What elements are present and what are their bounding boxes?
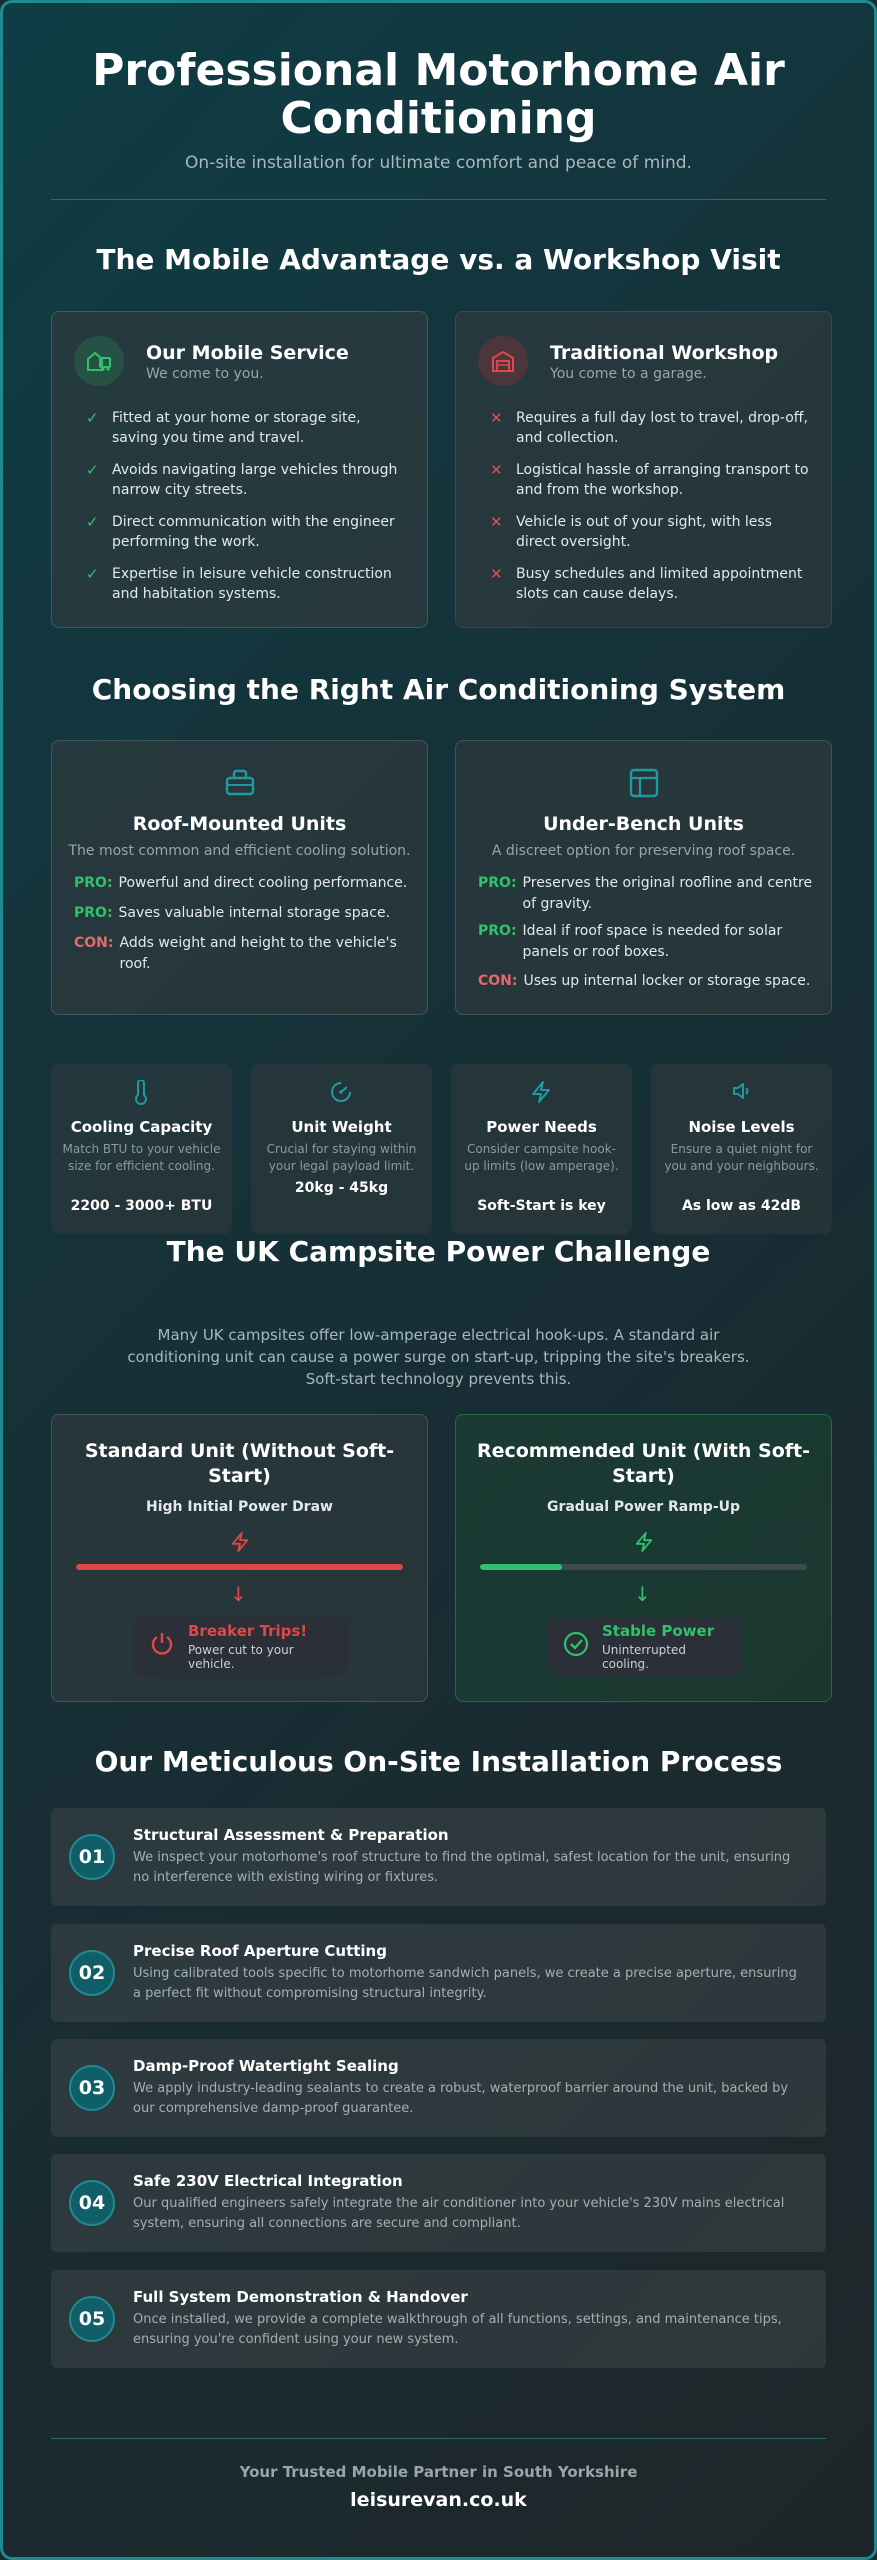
process-title: Our Meticulous On-Site Installation Process [94,1745,783,1778]
standard-unit-card [51,1414,428,1702]
gauge-icon [329,1080,353,1108]
check-icon: ✓ [86,409,99,427]
step-number: 05 [69,2296,115,2342]
power-draw-fill [76,1564,403,1570]
spec-card-noise: Noise Levels Ensure a quiet night for you and your neighbours. As low as 42dB [651,1064,832,1234]
workshop-title: Traditional Workshop [550,342,779,364]
roof-unit-subtitle: The most common and efficient cooling solution. [68,843,411,859]
arrow-down-icon: ↓ [634,1582,651,1606]
result-desc: Power cut to your vehicle. [188,1642,294,1671]
page-subtitle: On-site installation for ultimate comfort and peace of mind. [185,153,692,173]
result-title: Stable Power [602,1621,715,1640]
check-icon: ✓ [86,565,99,583]
process-step [51,2270,826,2368]
result-box [548,1617,741,1675]
check-icon: ✓ [86,513,99,531]
list-item: ✕ Busy schedules and limited appointment slots can cause delays. [490,565,803,602]
step-number: 02 [69,1950,115,1996]
list-item: ✓ Fitted at your home or storage site, saving you time and travel. [86,409,361,446]
step-title: Damp-Proof Watertight Sealing [133,2057,399,2075]
divider [51,2438,826,2439]
step-desc: We inspect your motorhome's roof structure to find the optimal, safest location for the unit, ensuring no interference with existing wiring or fixtures. [133,1850,791,1885]
process-step [51,2039,826,2137]
cross-icon: ✕ [490,461,503,479]
footer-tagline: Your Trusted Mobile Partner in South Yorkshire [239,2463,638,2481]
under-bench-title: Under-Bench Units [543,813,744,835]
result-box [134,1617,347,1675]
standard-unit-title: Standard Unit (Without Soft-Start) [84,1440,395,1487]
spec-card-power: Power Needs Consider campsite hook-up limits (low amperage). Soft-Start is key [451,1064,632,1234]
list-item: ✕ Vehicle is out of your sight, with less direct oversight. [490,513,772,550]
power-title: The UK Campsite Power Challenge [166,1235,711,1268]
step-title: Structural Assessment & Preparation [133,1826,449,1844]
lightning-icon [634,1531,654,1557]
workshop-card [455,311,832,628]
step-title: Precise Roof Aperture Cutting [133,1942,387,1960]
process-step [51,1924,826,2022]
power-draw-bar [480,1564,807,1570]
garage-icon [478,336,528,386]
step-title: Safe 230V Electrical Integration [133,2172,403,2190]
check-icon: ✓ [86,461,99,479]
pro-item: PRO: Powerful and direct cooling performance. [74,875,408,891]
lightning-icon [530,1080,552,1108]
step-number: 04 [69,2180,115,2226]
list-item: ✓ Avoids navigating large vehicles through narrow city streets. [86,461,398,498]
pro-item: PRO: Ideal if roof space is needed for solar panels or roof boxes. [478,923,783,960]
lightning-icon [230,1531,250,1557]
process-step [51,1808,826,1906]
comparison-title: The Mobile Advantage vs. a Workshop Visit [96,243,781,276]
list-item: ✕ Requires a full day lost to travel, drop-off, and collection. [490,409,808,446]
thermometer-icon [131,1080,151,1110]
step-desc: Once installed, we provide a complete walkthrough of all functions, settings, and maintenance tips, ensuring you're confident using your new system. [133,2312,782,2347]
mobile-service-subtitle: We come to you. [146,366,264,382]
under-bench-subtitle: A discreet option for preserving roof space. [491,843,796,859]
divider [51,199,826,200]
roof-unit-card [51,740,428,1015]
power-draw-fill [480,1564,562,1570]
softstart-unit-title: Recommended Unit (With Soft-Start) [476,1440,811,1487]
con-item: CON: Adds weight and height to the vehicle's roof. [74,935,397,972]
under-bench-card [455,740,832,1015]
step-number: 03 [69,2065,115,2111]
list-item: ✕ Logistical hassle of arranging transport to and from the workshop. [490,461,809,498]
pro-item: PRO: Preserves the original roofline and centre of gravity. [478,875,813,912]
power-icon [148,1630,176,1662]
step-desc: We apply industry-leading sealants to create a robust, waterproof barrier around the unit, backed by our comprehensive damp-proof guarantee. [133,2081,789,2116]
cross-icon: ✕ [490,565,503,583]
speaker-icon [731,1080,753,1106]
list-item: ✓ Direct communication with the engineer performing the work. [86,513,395,550]
con-item: CON: Uses up internal locker or storage space. [478,973,811,989]
standard-unit-subtitle: High Initial Power Draw [146,1499,333,1515]
step-number: 01 [69,1834,115,1880]
check-circle-icon [562,1630,590,1662]
cross-icon: ✕ [490,409,503,427]
power-draw-bar [76,1564,403,1570]
workshop-subtitle: You come to a garage. [550,366,707,382]
systems-title: Choosing the Right Air Conditioning System [91,673,786,706]
step-desc: Our qualified engineers safely integrate the air conditioner into your vehicle's 230V mains electrical system, ensuring all connections are secure and compliant. [133,2196,785,2231]
arrow-down-icon: ↓ [230,1582,247,1606]
roof-unit-icon [224,767,256,801]
result-desc: Uninterrupted cooling. [602,1642,686,1671]
softstart-unit-card [455,1414,832,1702]
result-title: Breaker Trips! [188,1621,308,1640]
spec-card-weight: Unit Weight Crucial for staying within your legal payload limit. 20kg - 45kg [251,1064,432,1234]
pro-item: PRO: Saves valuable internal storage space. [74,905,391,921]
step-title: Full System Demonstration & Handover [133,2288,468,2306]
spec-card-cooling: Cooling Capacity Match BTU to your vehicle size for efficient cooling. 2200 - 3000+ BTU [51,1064,232,1234]
list-item: ✓ Expertise in leisure vehicle construction and habitation systems. [86,565,392,602]
mobile-service-card [51,311,428,628]
van-home-icon [74,336,124,386]
cross-icon: ✕ [490,513,503,531]
softstart-unit-subtitle: Gradual Power Ramp-Up [546,1499,741,1515]
process-step [51,2154,826,2252]
step-desc: Using calibrated tools specific to motorhome sandwich panels, we create a precise aperture, ensuring a perfect fit without compromising structural integrity. [133,1966,797,2001]
power-intro: Many UK campsites offer low-amperage electrical hook-ups. A standard air conditioning unit can cause a power surge on start-up, tripping the site's breakers. Soft-start technology prevents this. [127,1326,750,1388]
footer-site-link[interactable]: leisurevan.co.uk [350,2489,527,2511]
page-title: Professional Motorhome Air Conditioning [92,45,785,144]
mobile-service-title: Our Mobile Service [146,342,349,364]
layout-panel-icon [628,767,660,803]
roof-unit-title: Roof-Mounted Units [132,813,347,835]
